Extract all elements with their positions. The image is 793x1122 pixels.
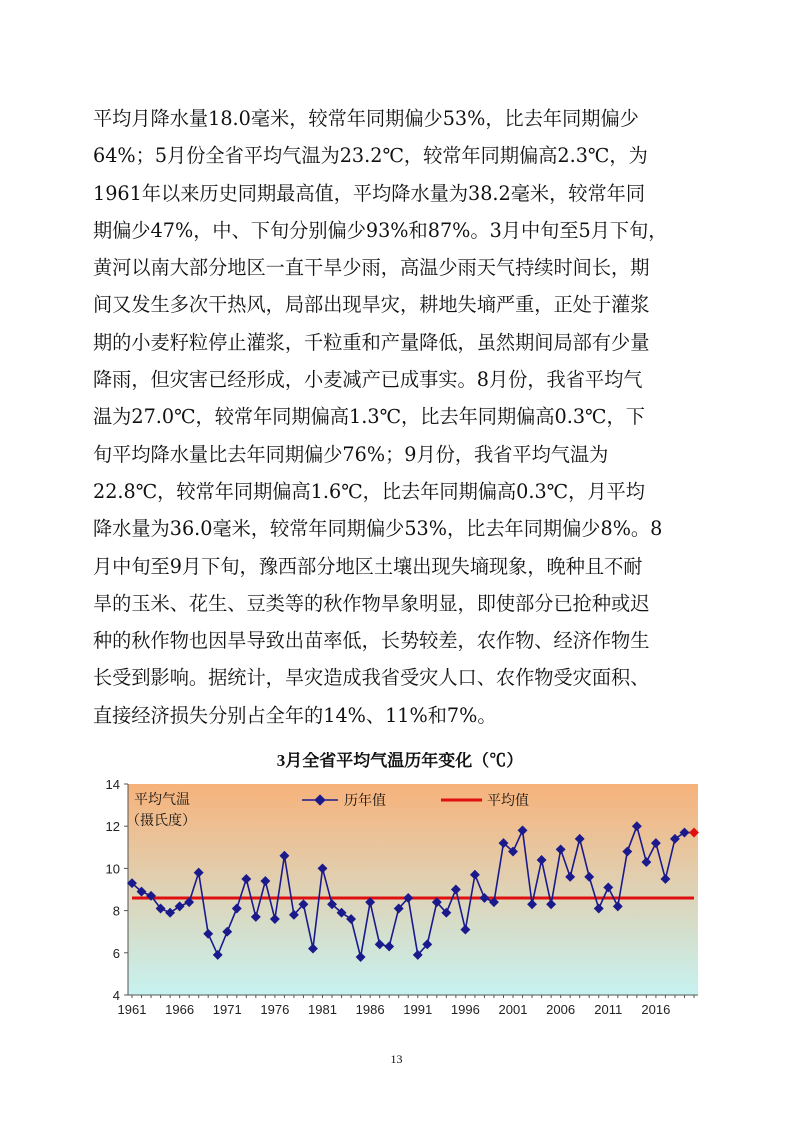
x-tick-label: 2006 <box>546 1002 576 1017</box>
x-tick-label: 1986 <box>355 1002 385 1017</box>
x-tick-label: 1981 <box>308 1002 337 1017</box>
body-line: 旬平均降水量比去年同期偏少76%；9月份，我省平均气温为 <box>93 442 609 466</box>
x-tick-label: 1971 <box>212 1002 242 1017</box>
y-tick-label: 4 <box>112 988 120 1003</box>
x-tick-label: 2016 <box>641 1002 671 1017</box>
chart-title: 3月全省平均气温历年变化（℃） <box>276 752 524 770</box>
y-tick-label: 6 <box>112 945 120 961</box>
body-line: 降雨，但灾害已经形成，小麦减产已成事实。8月份，我省平均气 <box>93 368 643 392</box>
y-axis-label-line2: （摄氏度） <box>126 813 196 829</box>
body-line: 期的小麦籽粒停止灌浆，千粒重和产量降低，虽然期间局部有少量 <box>93 330 650 354</box>
body-line: 降水量为36.0毫米，较常年同期偏少53%，比去年同期偏少8%。8 <box>93 517 663 541</box>
page-number: 13 <box>390 1052 403 1066</box>
body-line: 间又发生多次干热风，局部出现旱灾，耕地失墒严重，正处于灌浆 <box>93 293 650 317</box>
body-line: 旱的玉米、花生、豆类等的秋作物旱象明显，即使部分已抢种或迟 <box>93 591 650 615</box>
plot-area <box>128 784 698 995</box>
x-tick-label: 2011 <box>594 1002 623 1017</box>
body-line: 64%；5月份全省平均气温为23.2℃，较常年同期偏高2.3℃，为 <box>93 144 648 168</box>
y-axis-label-line1: 平均气温 <box>134 792 190 808</box>
x-tick-label: 1966 <box>165 1002 195 1017</box>
body-line: 22.8℃，较常年同期偏高1.6℃，比去年同期偏高0.3℃，月平均 <box>93 479 645 503</box>
y-tick-label: 14 <box>105 777 120 792</box>
x-tick-label: 1996 <box>450 1002 480 1017</box>
legend-average-label: 平均值 <box>487 793 529 809</box>
y-tick-label: 12 <box>105 819 120 835</box>
body-paragraph <box>93 100 703 734</box>
x-tick-label: 1991 <box>403 1002 433 1017</box>
body-line: 种的秋作物也因旱导致出苗率低，长势较差，农作物、经济作物生 <box>93 629 650 653</box>
body-line: 平均月降水量18.0毫米，较常年同期偏少53%，比去年同期偏少 <box>93 107 639 130</box>
body-line: 直接经济损失分别占全年的14%、11%和7%。 <box>93 703 497 727</box>
x-tick-label: 2001 <box>498 1002 528 1017</box>
body-line: 期偏少47%，中、下旬分别偏少93%和87%。3月中旬至5月下旬， <box>93 218 668 242</box>
y-tick-label: 8 <box>112 903 120 919</box>
temperature-chart <box>90 752 710 1022</box>
body-line: 温为27.0℃，较常年同期偏高1.3℃，比去年同期偏高0.3℃，下 <box>93 405 645 429</box>
y-tick-label: 10 <box>105 861 120 877</box>
x-tick-label: 1976 <box>260 1002 290 1017</box>
legend-series-label: 历年值 <box>344 793 386 809</box>
body-line: 1961年以来历史同期最高值，平均降水量为38.2毫米，较常年同 <box>93 181 646 205</box>
body-line: 月中旬至9月下旬，豫西部分地区土壤出现失墒现象，晚种且不耐 <box>93 554 643 578</box>
body-line: 长受到影响。据统计，旱灾造成我省受灾人口、农作物受灾面积、 <box>93 666 650 690</box>
body-line: 黄河以南大部分地区一直干旱少雨，高温少雨天气持续时间长，期 <box>93 256 650 280</box>
x-tick-label: 1961 <box>117 1002 147 1017</box>
chart-svg <box>90 752 710 1022</box>
